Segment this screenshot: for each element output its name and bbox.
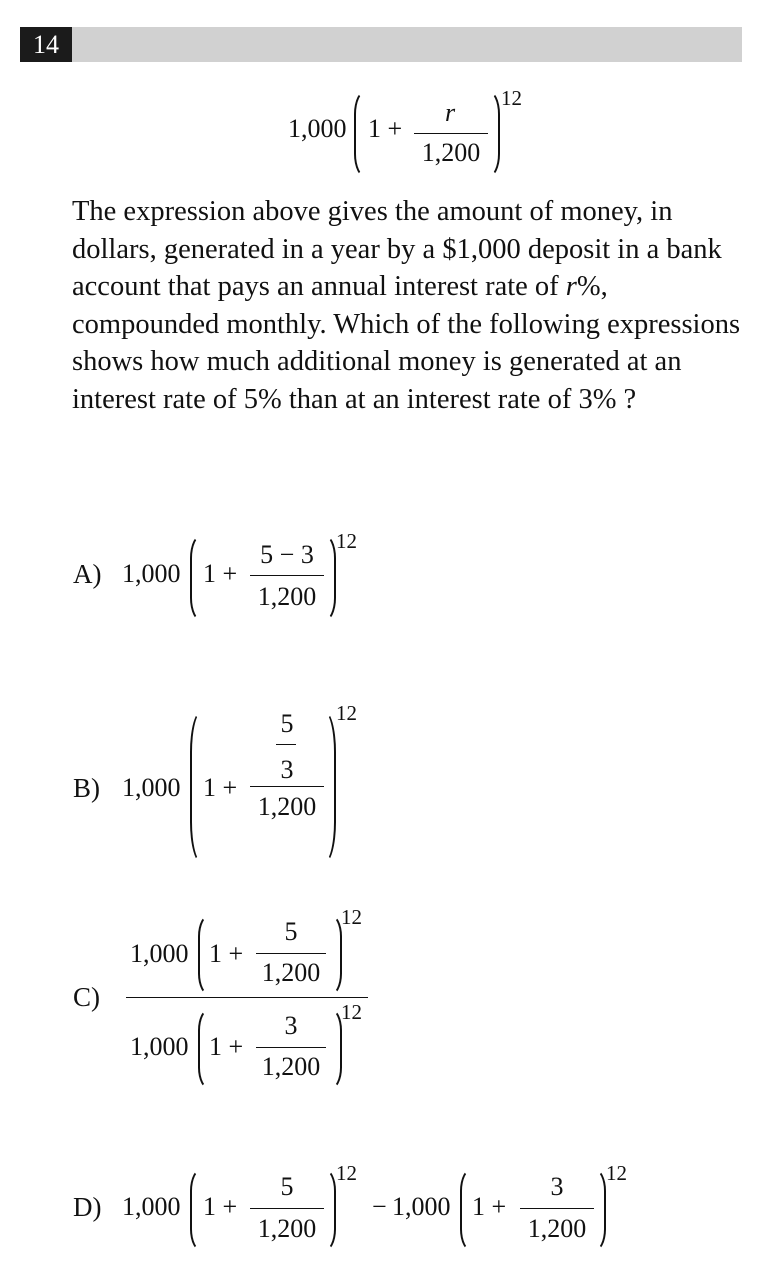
left-paren [190,1168,202,1252]
fraction-bar [250,1208,324,1209]
option-a-numerator: 5 − 3 [260,540,314,569]
option-d-first-denominator: 1,200 [257,1214,317,1243]
option-d-first-one-plus: 1 + [203,1192,238,1221]
option-b-letter: B) [73,773,100,803]
option-c-bottom-numerator: 3 [284,1011,298,1040]
option-a-denominator: 1,200 [257,582,317,611]
option-c-bottom-one-plus: 1 + [209,1032,244,1061]
fraction-bar [250,575,324,576]
question-stem [72,193,744,418]
right-paren [324,710,336,864]
stem-text-1: The expression above gives the amount of money, in dollars, generated in a year by a $1,000 deposit in a bank account that pays an annual interest rate of [72,196,722,302]
given-exponent: 12 [501,86,522,110]
right-paren [324,534,336,622]
option-c-bottom-denominator: 1,200 [261,1052,321,1081]
option-a-coef: 1,000 [122,559,181,588]
question-header-bar [20,27,742,62]
option-b-denominator: 1,200 [257,792,317,821]
stem-text-2: %, compounded monthly. Which of the following expressions shows how much additional money is generated at an interest rate of 5% than at an interest rate of 3% ? [72,271,741,415]
left-paren [354,90,366,178]
right-paren [594,1168,606,1252]
option-a-one-plus: 1 + [203,559,238,588]
option-c-top-numerator: 5 [284,917,298,946]
left-paren [460,1168,472,1252]
stem-variable: r [565,271,577,302]
given-denominator: 1,200 [421,138,481,167]
fraction-bar [256,1047,326,1048]
option-c-top-exponent: 12 [341,905,362,929]
given-coef: 1,000 [288,114,347,143]
option-c-letter: C) [73,982,100,1012]
option-c-top-one-plus: 1 + [209,939,244,968]
option-b-inner-denominator: 3 [280,755,294,784]
option-b-one-plus: 1 + [203,773,238,802]
option-a-letter: A) [73,559,102,589]
option-d-first-coef: 1,000 [122,1192,181,1221]
fraction-bar [520,1208,594,1209]
given-one-plus: 1 + [368,114,403,143]
right-paren [324,1168,336,1252]
option-d-second-one-plus: 1 + [472,1192,507,1221]
main-fraction-bar [126,997,368,998]
right-paren [488,90,500,178]
given-numerator: r [444,98,456,127]
fraction-bar [256,953,326,954]
inner-fraction-bar [276,744,296,745]
fraction-bar [414,133,488,134]
question-number: 14 [20,27,72,62]
option-b-coef: 1,000 [122,773,181,802]
option-d-first-exponent: 12 [336,1161,357,1185]
option-d-second-coef: 1,000 [392,1192,451,1221]
left-paren [190,534,202,622]
option-a-exponent: 12 [336,529,357,553]
option-c-bottom-exponent: 12 [341,1000,362,1024]
option-d-second-exponent: 12 [606,1161,627,1185]
option-d-letter: D) [73,1192,102,1222]
option-d-second-denominator: 1,200 [527,1214,587,1243]
option-b-inner-numerator: 5 [280,709,294,738]
option-d-second-numerator: 3 [550,1172,564,1201]
option-c-top-coef: 1,000 [130,939,189,968]
option-b-exponent: 12 [336,701,357,725]
option-c-bottom-coef: 1,000 [130,1032,189,1061]
option-d-minus: − [372,1192,387,1221]
fraction-bar [250,786,324,787]
option-c-top-denominator: 1,200 [261,958,321,987]
left-paren [190,710,202,864]
option-d-first-numerator: 5 [280,1172,294,1201]
